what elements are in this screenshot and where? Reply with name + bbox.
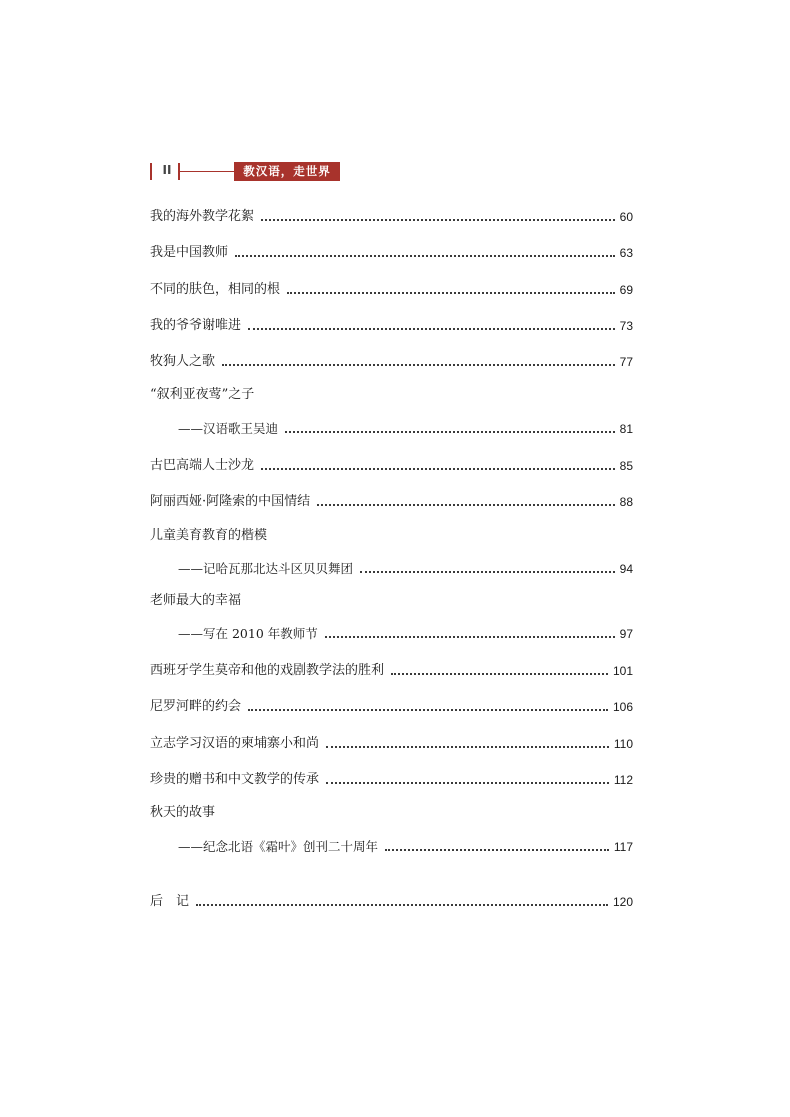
toc-entry-heading: 老师最大的幸福 <box>150 593 242 608</box>
toc-entry-page: 110 <box>613 737 633 751</box>
toc-dot-leader <box>261 468 615 470</box>
toc-entry[interactable] <box>178 418 633 438</box>
header-page-number: II <box>162 163 172 177</box>
toc-dot-leader <box>287 292 615 294</box>
toc-entry[interactable] <box>150 491 633 511</box>
toc-entry-page: 73 <box>619 319 633 333</box>
toc-entry-title: 不同的肤色，相同的根 <box>150 282 281 297</box>
toc-entry-title: 阿丽西娅·阿隆索的中国情结 <box>150 494 311 509</box>
toc-entry-subtitle: ——汉语歌王吴迪 <box>178 421 279 436</box>
toc-entry-page: 63 <box>619 246 633 260</box>
toc-entry-page: 69 <box>619 283 633 297</box>
toc-dot-leader <box>285 431 615 433</box>
toc-entry-page: 120 <box>612 895 633 909</box>
toc-entry[interactable] <box>178 836 633 856</box>
toc-dot-leader <box>222 364 615 366</box>
toc-dot-leader <box>248 709 608 711</box>
toc-entry[interactable] <box>178 623 633 643</box>
toc-entry[interactable] <box>150 733 633 753</box>
toc-entry-title: 我的海外教学花絮 <box>150 209 255 224</box>
toc-entry-title: 我的爷爷谢唯进 <box>150 318 242 333</box>
toc-dot-leader <box>261 219 615 221</box>
toc-entry-heading: “叙利亚夜莺”之子 <box>150 387 255 402</box>
toc-entry-heading: 儿童美育教育的楷模 <box>150 528 268 543</box>
toc-entry-subtitle: ——纪念北语《霜叶》创刊二十周年 <box>178 839 379 854</box>
toc-dot-leader <box>248 328 615 330</box>
toc-entry-heading: 秋天的故事 <box>150 805 216 820</box>
toc-entry[interactable] <box>150 206 633 226</box>
toc-entry-page: 112 <box>613 773 633 787</box>
toc-entry[interactable] <box>150 279 633 299</box>
toc-dot-leader <box>196 904 608 906</box>
toc-entry-page: 77 <box>619 355 633 369</box>
toc-entry-page: 60 <box>619 210 633 224</box>
toc-entry[interactable] <box>150 696 633 716</box>
toc-entry-title: 后 记 <box>150 894 190 909</box>
toc-entry-title: 立志学习汉语的柬埔寨小和尚 <box>150 736 320 751</box>
toc-entry-page: 106 <box>612 700 633 714</box>
toc-entry-page: 94 <box>619 562 633 576</box>
toc-dot-leader <box>317 504 615 506</box>
toc-entry-page: 101 <box>612 664 633 678</box>
toc-dot-leader <box>360 571 615 573</box>
toc-entry[interactable] <box>150 660 633 680</box>
toc-entry[interactable] <box>150 242 633 262</box>
toc-dot-leader <box>391 673 608 675</box>
toc-entry-title: 牧狗人之歌 <box>150 354 216 369</box>
toc-entry-title: 珍贵的赠书和中文教学的传承 <box>150 772 320 787</box>
toc-entry[interactable] <box>150 891 633 911</box>
toc-entry-title: 西班牙学生莫帝和他的戏剧教学法的胜利 <box>150 663 385 678</box>
toc-dot-leader <box>326 746 609 748</box>
toc-entry-page: 85 <box>619 459 633 473</box>
toc-entry-page: 117 <box>613 840 633 854</box>
toc-entry-page: 97 <box>619 627 633 641</box>
toc-dot-leader <box>326 782 609 784</box>
toc-entry[interactable] <box>178 558 633 578</box>
toc-entry-title: 我是中国教师 <box>150 245 229 260</box>
header-rule <box>180 171 234 172</box>
toc-entry-page: 88 <box>619 495 633 509</box>
header-book-title: 教汉语，走世界 <box>234 162 340 181</box>
toc-dot-leader <box>325 636 615 638</box>
toc-dot-leader <box>385 849 609 851</box>
header-bar-left <box>150 163 152 180</box>
page-header <box>150 162 350 182</box>
toc-dot-leader <box>235 255 615 257</box>
toc-entry[interactable] <box>150 769 633 789</box>
toc-entry[interactable] <box>150 455 633 475</box>
toc-entry-subtitle: ——写在 2010 年教师节 <box>178 626 318 641</box>
toc-entry-title: 古巴高端人士沙龙 <box>150 458 255 473</box>
toc-entry-title: 尼罗河畔的约会 <box>150 699 242 714</box>
toc-entry[interactable] <box>150 351 633 371</box>
toc-entry[interactable] <box>150 315 633 335</box>
toc-entry-page: 81 <box>619 422 633 436</box>
toc-entry-subtitle: ——记哈瓦那北达斗区贝贝舞团 <box>178 561 354 576</box>
